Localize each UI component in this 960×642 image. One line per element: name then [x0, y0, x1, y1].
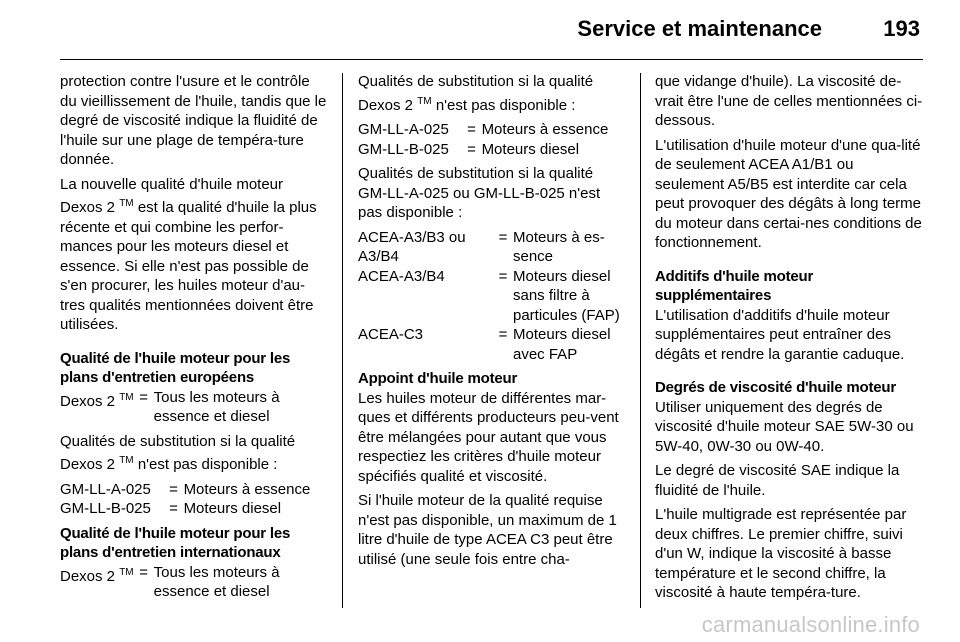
header-divider [60, 59, 923, 60]
spec-table [60, 563, 328, 602]
trademark-sup: TM [119, 198, 134, 209]
equals-sign: = [467, 121, 476, 138]
text: est la qualité d'huile la plus récente et qui combine les perfor-mances pour les moteurs diesel et essence. Si elle n'est pas possible de s'en procurer, les huiles moteur d'au-tres qualités mentionnées doivent être utilisées. [60, 199, 317, 333]
paragraph: L'utilisation d'huile moteur d'une qua-lité de seulement ACEA A1/B1 ou seulement A5/B5 est interdite car cela peut provoquer des dégâts à long terme du moteur dans certai-nes conditions de fonctionnement. [655, 136, 922, 251]
spec-key: GM-LL-B-025 [358, 140, 449, 158]
equals-sign: = [498, 228, 508, 246]
spec-key: GM-LL-B-025 [60, 500, 151, 517]
table-row [358, 325, 626, 364]
spec-key: ACEA-A3/B3 ou A3/B4 [358, 228, 466, 265]
equals-sign: = [139, 388, 149, 406]
paragraph: L'huile multigrade est représentée par deux chiffres. Le premier chiffre, suivi d'un W, indique la viscosité à basse température et le second chiffre, la viscosité à haute tempéra-ture. [655, 506, 907, 601]
column-1 [60, 72, 328, 607]
spec-key: GM-LL-A-025 [60, 480, 151, 498]
page-number: 193 [883, 16, 920, 41]
table-row [358, 140, 626, 160]
spec-value: Moteurs à essence [183, 480, 311, 498]
equals-sign: = [498, 267, 508, 285]
spec-value: Moteurs diesel avec FAP [513, 326, 611, 363]
paragraph: Si l'huile moteur de la qualité requise n'est pas disponible, un maximum de 1 litre d'huile de type ACEA C3 peut être utilisé (une seule fois entre cha- [358, 492, 617, 568]
paragraph: protection contre l'usure et le contrôle du vieillissement de l'huile, tandis que le degré de viscosité indique la fluidité de l'huile sur une plage de tempéra-ture donnée. [60, 73, 327, 168]
equals-sign: = [467, 140, 476, 158]
spec-key: ACEA-C3 [358, 326, 424, 343]
spec-table [60, 388, 328, 427]
column-divider-2 [640, 73, 641, 608]
equals-sign: = [139, 563, 149, 581]
paragraph [60, 175, 328, 335]
paragraph: Les huiles moteur de différentes mar-ques et différents producteurs peu-vent être mélangées pour autant que vous respectiez les critères d'huile moteur spécifiés qualité et viscosité. [358, 389, 619, 485]
equals-sign: = [169, 500, 178, 517]
spec-value: Tous les moteurs à essence et diesel [153, 388, 280, 425]
section-heading: Qualité de l'huile moteur pour les plans d'entretien européens [60, 349, 291, 386]
spec-value: Moteurs diesel sans filtre à particules (FAP) [513, 267, 620, 324]
spec-key: GM-LL-A-025 [358, 121, 449, 138]
column-divider-1 [342, 73, 343, 608]
table-row [358, 228, 626, 267]
watermark: carmanualsonline.info [701, 612, 920, 637]
paragraph: Qualités de substitution si la qualité Dexos 2 ™ n'est pas disponible : [60, 432, 296, 473]
table-row [358, 267, 626, 326]
paragraph: Qualités de substitution si la qualité GM-LL-A-025 ou GM-LL-B-025 n'est pas disponible : [358, 165, 601, 221]
page-title: Service et maintenance [577, 16, 822, 41]
equals-sign: = [169, 480, 178, 498]
spec-key: ACEA-A3/B4 [358, 267, 445, 285]
paragraph: Le degré de viscosité SAE indique la fluidité de l'huile. [655, 462, 900, 499]
table-row [60, 563, 328, 602]
spec-key: Dexos 2 ™ [60, 391, 134, 410]
text: La nouvelle qualité d'huile moteur Dexos 2 [60, 175, 284, 216]
section-heading: Qualité de l'huile moteur pour les plans d'entretien internationaux [60, 524, 291, 561]
section-heading: Appoint d'huile moteur [358, 370, 518, 387]
paragraph: L'utilisation d'additifs d'huile moteur supplémentaires peut entraîner des dégâts et rendre la garantie caduque. [655, 306, 905, 363]
spec-table [358, 228, 626, 365]
table-row [60, 499, 328, 519]
spec-table [60, 480, 328, 519]
table-row [60, 480, 328, 500]
spec-table [358, 120, 626, 159]
spec-value: Moteurs à essence [481, 121, 609, 138]
paragraph: Qualités de substitution si la qualité Dexos 2 ™ n'est pas disponible : [358, 73, 594, 114]
spec-value: Moteurs diesel [481, 140, 580, 158]
column-2 [358, 72, 626, 574]
section-heading: Additifs d'huile moteur supplémentaires [655, 267, 814, 304]
spec-key: Dexos 2 ™ [60, 566, 134, 585]
paragraph: que vidange d'huile). La viscosité de-vrait être l'une de celles mentionnées ci-dessous. [655, 73, 923, 129]
table-row [60, 388, 328, 427]
column-3 [655, 72, 923, 608]
table-row [358, 120, 626, 140]
spec-value: Tous les moteurs à essence et diesel [153, 563, 280, 600]
paragraph: Utiliser uniquement des degrés de viscosité d'huile moteur SAE 5W-30 ou 5W-40, 0W-30 ou 0W-40. [655, 398, 914, 455]
equals-sign: = [498, 326, 508, 343]
spec-value: Moteurs à es-sence [513, 228, 605, 265]
section-heading: Degrés de viscosité d'huile moteur [655, 379, 897, 396]
spec-value: Moteurs diesel [183, 500, 282, 517]
